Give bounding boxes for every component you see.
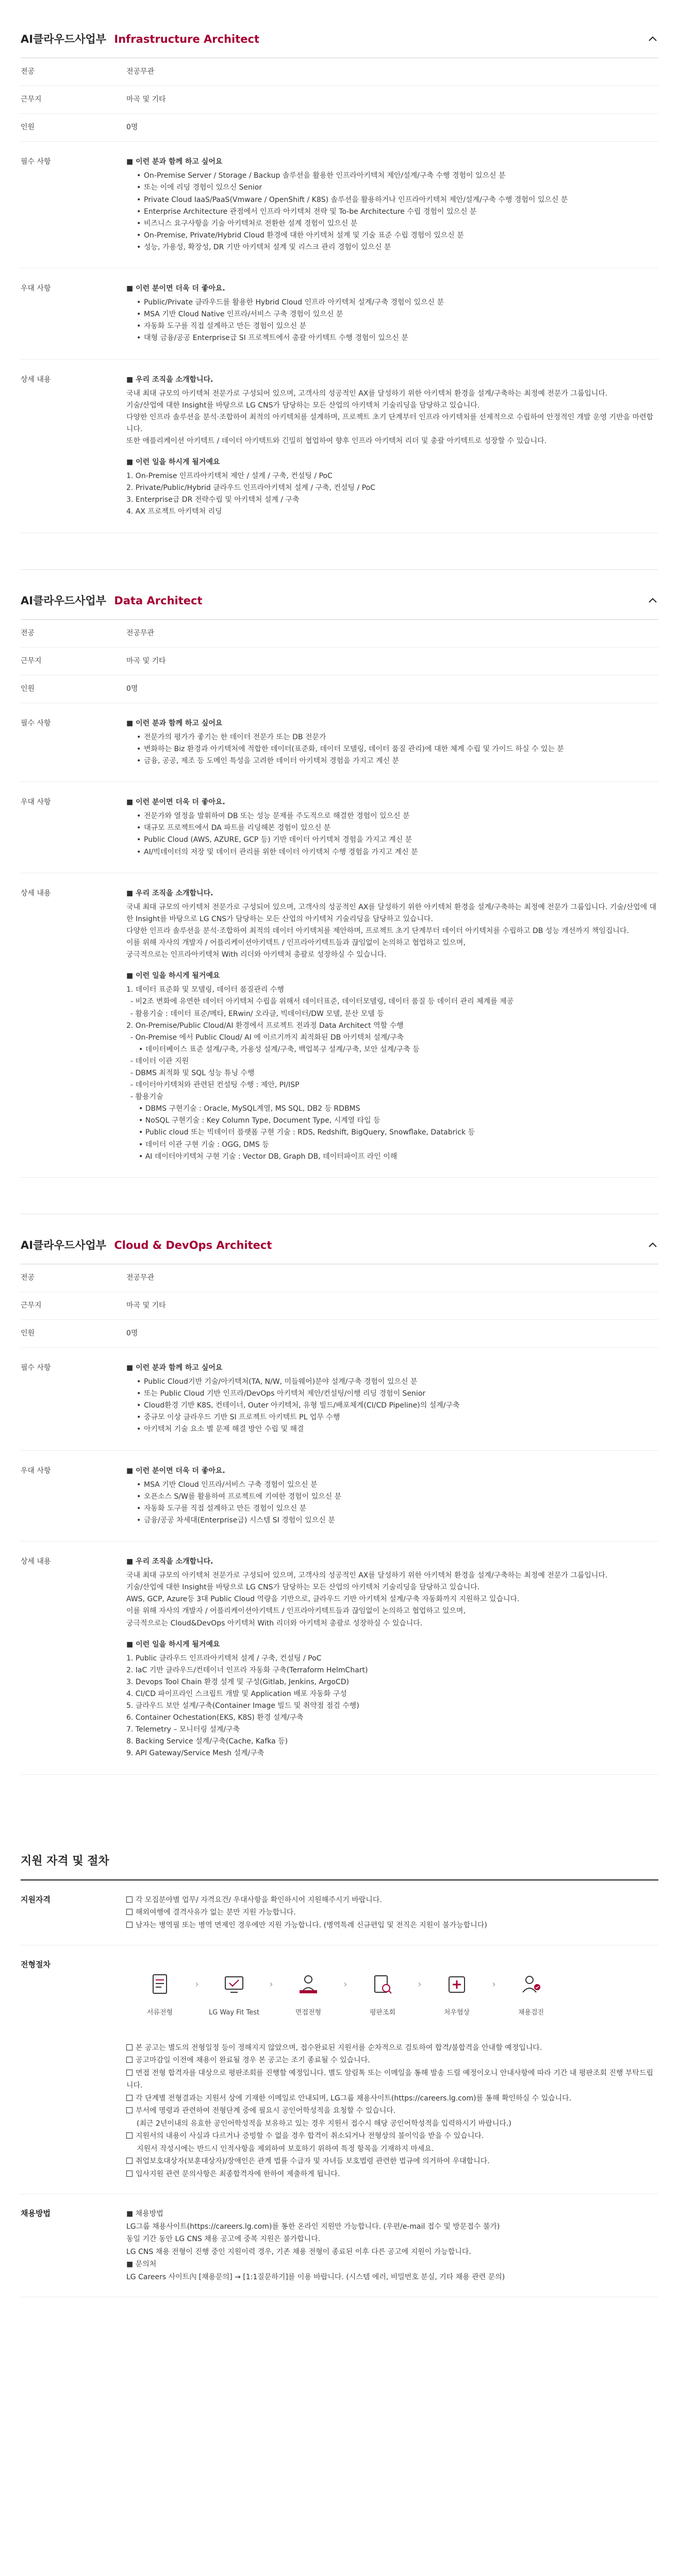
label-category: 전공 <box>21 629 35 637</box>
step-label: 면접전형 <box>295 2009 322 2017</box>
list-item: • 변화하는 Biz 환경과 아키텍처에 적합한 데이터(표준화, 데이터 모델링, 데이터 품질 관리)에 대한 체계 수립 및 가이드 하실 수 있는 분 <box>137 743 658 755</box>
job-dept: AI클라우드사업부 <box>21 33 107 45</box>
process-note: 본 공고는 별도의 전형일정 등이 정해지지 않았으며, 접수완료된 지원서를 순차적으로 검토하여 합격/불합격을 안내할 예정입니다. <box>126 2042 658 2055</box>
label-location: 근무지 <box>21 95 42 104</box>
job-title <box>21 31 259 46</box>
list-item: • MSA 기반 Cloud 인프라/서비스 구축 경험이 있으신 분 <box>137 1479 658 1491</box>
label-location: 근무지 <box>21 656 42 665</box>
list-item: • 대형 금융/공공 Enterprise급 SI 프로젝트에서 총괄 아키텍트 수행 경험이 있으신 분 <box>137 332 658 344</box>
details-text: 기술/산업에 대한 Insight를 바탕으로 LG CNS가 담당하는 모든 산업의 아키텍처 기술리딩을 담당하고 있습니다. <box>126 401 480 410</box>
row-headcount <box>21 675 658 703</box>
list-item: • On-Premise, Private/Hybrid Cloud 환경에 대한 아키텍처 설계 및 기술 표준 수립 경험이 있으신 분 <box>137 230 658 242</box>
label-preferred: 우대 사항 <box>21 1466 51 1475</box>
process-steps <box>126 1969 658 2019</box>
row-required <box>21 142 658 268</box>
details-text: 궁극적으로는 Cloud&DevOps 아키텍처 With 리더와 아키텍처 총괄로 성장하실 수 있습니다. <box>126 1619 423 1628</box>
process-note: 면접 전형 합격자를 대상으로 평판조회를 진행할 예정입니다. 별도 알림톡 또는 이메일을 통해 발송 드릴 예정이오니 안내사항에 따라 기간 내 평판조회 진행 부탁드립니다. <box>126 2069 654 2090</box>
details-heading: ■ 우리 조직을 소개합니다. <box>126 375 213 384</box>
duty-item: 1. 데이터 표준화 및 모델링, 데이터 품질관리 수행 <box>126 986 284 994</box>
label-details: 상세 내용 <box>21 375 51 384</box>
list-item: • 전문가와 열정을 발휘하여 DB 또는 성능 문제를 주도적으로 해결한 경험이 있으신 분 <box>137 810 658 822</box>
label-details: 상세 내용 <box>21 889 51 897</box>
test-icon <box>219 1969 250 2000</box>
row-required <box>21 703 658 782</box>
step-label: 서류전형 <box>146 2009 173 2017</box>
label-details: 상세 내용 <box>21 1557 51 1566</box>
row-location <box>21 1292 658 1320</box>
process-note: 공고마감일 이전에 채용이 완료될 경우 본 공고는 조기 종료될 수 있습니다. <box>126 2054 658 2067</box>
chevron-up-icon[interactable] <box>647 33 658 44</box>
label-preferred: 우대 사항 <box>21 284 51 293</box>
duty-item: 6. Container Ochestation(EKS, K8S) 환경 설계/구축 <box>126 1714 304 1722</box>
hire-icon <box>516 1969 546 2000</box>
row-details <box>21 360 658 533</box>
job-dept: AI클라우드사업부 <box>21 1239 107 1251</box>
value-category: 전공무관 <box>126 1273 155 1282</box>
row-category <box>21 620 658 648</box>
duty-item: 8. Backing Service 설계/구축(Cache, Kafka 등) <box>126 1737 288 1746</box>
job-header[interactable] <box>21 1237 658 1264</box>
checkbox-icon <box>126 1922 133 1928</box>
process-note: 각 단계별 전형결과는 지원서 상에 기재한 이메일로 안내되며, LG그룹 채용사이트(https://careers.lg.com)를 통해 확인하실 수 있습니다. <box>126 2092 658 2105</box>
job-posting <box>21 569 658 1214</box>
process-note: (최근 2년이내의 유효한 공인어학성적을 보유하고 있는 경우 지원서 접수시 해당 공인어학성적을 입력하시기 바랍니다.) <box>137 2119 511 2128</box>
row-headcount <box>21 114 658 142</box>
label-preferred: 우대 사항 <box>21 798 51 807</box>
label-headcount: 인원 <box>21 123 35 132</box>
value-location: 마곡 및 기타 <box>126 1301 166 1310</box>
details-text: AWS, GCP, Azure등 3대 Public Cloud 역량을 기반으로, 클라우드 기반 아키텍처 설계/구축 자동화까지 지원하고 있습니다. <box>126 1595 520 1604</box>
apply-text: LG CNS 채용 전형이 진행 중인 지원이력 경우, 기존 채용 전형이 종료된 이후 다른 공고에 지원이 가능합니다. <box>126 2247 471 2256</box>
duty-item: • NoSQL 구현기술 : Key Column Type, Document Type, 시계열 타입 등 <box>139 1116 380 1125</box>
process-note: 지원서 작성시에는 반드시 인적사항을 제외하여 보호하기 위하여 특정 항목을 기재하지 마세요. <box>137 2144 434 2153</box>
value-headcount: 0명 <box>126 684 138 693</box>
row-apply <box>21 2194 658 2297</box>
duties-heading: ■ 이런 일을 하시게 될거예요 <box>126 972 220 980</box>
chevron-up-icon[interactable] <box>647 1239 658 1250</box>
row-details <box>21 873 658 1178</box>
process-step <box>126 1969 193 2019</box>
checkbox-icon <box>126 2044 133 2050</box>
details-text: 국내 최대 규모의 아키텍처 전문가로 구성되어 있으며, 고객사의 성공적인 AX를 달성하기 위한 아키텍처 환경을 설계/구축하는 최정예 전문가 그룹입니다. <box>126 389 608 398</box>
details-text: 기술/산업에 대한 Insight를 바탕으로 LG CNS가 담당하는 모든 산업의 아키텍처 기술리딩을 담당하고 있습니다. <box>126 1583 480 1592</box>
list-item: • 자동화 도구를 직접 설계하고 만든 경험이 있으신 분 <box>137 1503 658 1515</box>
duty-item: - 데이터아키텍처와 관련된 컨설팅 수행 : 제안, PI/ISP <box>130 1081 300 1090</box>
preferred-heading: ■ 이런 분이면 더욱 더 좋아요. <box>126 798 225 807</box>
apply-heading: ■ 문의처 <box>126 2260 157 2269</box>
label-process: 전형절차 <box>21 1960 51 1970</box>
arrow-icon: › <box>343 1979 347 1990</box>
row-eligibility <box>21 1880 658 1946</box>
apply-text: LG Careers 사이트內 [채용문의] → [1:1질문하기]를 이용 바랍니다. (시스템 에러, 비밀번호 분실, 기타 채용 관련 문의) <box>126 2273 505 2281</box>
chevron-up-icon[interactable] <box>647 595 658 606</box>
checkbox-icon <box>126 1909 133 1915</box>
preferred-list <box>126 1479 658 1527</box>
checkbox-icon <box>126 2107 133 2113</box>
checkbox-icon <box>126 2171 133 2177</box>
process-note: 입사지원 관련 문의사항은 최종합격자에 한하여 제출하게 됩니다. <box>126 2168 658 2181</box>
duty-item: 2. On-Premise/Public Cloud/AI 환경에서 프로젝트 전과정 Data Architect 역할 수행 <box>126 1021 404 1030</box>
arrow-icon: › <box>269 1979 273 1990</box>
job-role: Data Architect <box>114 594 203 607</box>
label-location: 근무지 <box>21 1301 42 1310</box>
row-preferred <box>21 1451 658 1541</box>
label-category: 전공 <box>21 1273 35 1282</box>
preferred-list <box>126 297 658 344</box>
process-step <box>423 1969 490 2019</box>
arrow-icon: › <box>195 1979 199 1990</box>
reference-icon <box>367 1969 398 2000</box>
apply-text: LG그룹 채용사이트(https://careers.lg.com)를 통한 온라인 지원만 가능합니다. (우편/e-mail 접수 및 방문접수 불가) <box>126 2222 500 2231</box>
preferred-heading: ■ 이런 분이면 더욱 더 좋아요. <box>126 284 225 293</box>
value-headcount: 0명 <box>126 123 138 132</box>
details-text: 국내 최대 규모의 아키텍처 전문가로 구성되어 있으며, 고객사의 성공적인 AX를 달성하기 위한 아키텍처 환경을 설계/구축하는 최정예 전문가 그룹입니다. <box>126 1571 608 1580</box>
row-category <box>21 58 658 86</box>
duty-item: 2. Private/Public/Hybrid 클라우드 인프라아키텍처 설계 / 구축, 컨설팅 / PoC <box>126 484 375 493</box>
duty-item: 7. Telemetry – 모니터링 설계/구축 <box>126 1725 240 1734</box>
list-item: • Public Cloud (AWS, AZURE, GCP 등) 기반 데이터 아키텍처 경험을 가지고 계신 분 <box>137 834 658 846</box>
list-item: • 자동화 도구를 직접 설계하고 만든 경험이 있으신 분 <box>137 320 658 332</box>
duty-item: 2. IaC 기반 클라우드/컨테이너 인프라 자동화 구축(Terraform HelmChart) <box>126 1666 368 1674</box>
apply-heading: ■ 채용방법 <box>126 2210 163 2218</box>
details-text: 국내 최대 규모의 아키텍처 전문가로 구성되어 있으며, 고객사의 성공적인 AX를 달성하기 위한 아키텍처 환경을 설계/구축하는 최정예 전문가 그룹입니다. 기술/산업에 대한 Insight를 바탕으로 LG CNS가 담당하는 모든 산업의 아키텍처 기술리딩을 담당하고 있습니다. <box>126 903 657 923</box>
list-item: • 아키텍처 기술 요소 별 문제 해결 방안 수립 및 해결 <box>137 1423 658 1435</box>
eligibility-item: 남자는 병역필 또는 병역 면제인 경우에만 지원 가능합니다. (병역특례 신규편입 및 전직은 지원이 불가능합니다) <box>126 1919 658 1932</box>
required-heading: ■ 이런 분과 함께 하고 싶어요 <box>126 1364 223 1372</box>
checkbox-icon <box>126 2132 133 2139</box>
list-item: • 금융, 공공, 제조 등 도메인 특성을 고려한 데이터 아키텍처 경험을 가지고 계신 분 <box>137 755 658 767</box>
duty-item: 9. API Gateway/Service Mesh 설계/구축 <box>126 1749 264 1758</box>
list-item-cont: • 또는 Public Cloud 기반 인프라/DevOps 아키텍처 제안/컨설팅/이행 리딩 경험이 Senior <box>137 1388 658 1400</box>
duty-item: - On-Premise 에서 Public Cloud/ AI 에 이르기까지 최적화된 DB 아키텍처 설계/구축 <box>130 1033 404 1042</box>
duty-item: - 활용기술 <box>130 1093 163 1101</box>
duty-item: 3. Enterprise급 DR 전략수립 및 아키텍처 설계 / 구축 <box>126 496 300 504</box>
list-item: • 중규모 이상 클라우드 기반 SI 프로젝트 아키텍트 PL 업무 수행 <box>137 1412 658 1423</box>
duty-item: 4. AX 프로젝트 아키텍처 리딩 <box>126 507 222 516</box>
checkbox-icon <box>126 2095 133 2101</box>
list-item: • Public Cloud기반 기술/아키텍처(TA, N/W, 미들웨어)분야 설계/구축 경험이 있으신 분 <box>137 1376 658 1388</box>
list-item: • MSA 기반 Cloud Native 인프라/서비스 구축 경험이 있으신 분 <box>137 309 658 320</box>
duty-item: 5. 클라우드 보안 설계/구축(Container Image 빌드 및 취약점 점검 수행) <box>126 1702 359 1710</box>
duty-item: - DBMS 최적화 및 SQL 성능 튜닝 수행 <box>130 1069 255 1077</box>
checkbox-icon <box>126 2158 133 2164</box>
list-item: • Enterprise Architecture 관점에서 인프라 아키텍처 전략 및 To-be Architecture 수립 경험이 있으신 분 <box>137 206 658 218</box>
duty-item: 4. CI/CD 파이프라인 스크립트 개발 및 Application 배포 자동화 구성 <box>126 1689 347 1698</box>
duty-item: - 비2조 변화에 유연한 데이터 아키텍처 수립을 위해서 데이터표준, 데이터모델링, 데이터 품질 등 데이터 관리 체계를 제공 <box>130 997 514 1006</box>
job-header[interactable] <box>21 592 658 620</box>
apply-text: 동일 기간 동안 LG CNS 채용 공고에 중복 지원은 불가합니다. <box>126 2235 321 2244</box>
details-text: 궁극적으로는 인프라아키텍처 With 리더와 아키텍처 총괄로 성장하실 수 있습니다. <box>126 951 387 959</box>
qualification-section <box>21 1811 658 2360</box>
details-text: 이를 위해 자사의 개발자 / 어플리케이션아키텍트 / 인프라아키텍트들과 끊임없이 논의하고 협업하고 있으며, <box>126 939 466 947</box>
duties-heading: ■ 이런 일을 하시게 될거예요 <box>126 458 220 467</box>
details-heading: ■ 우리 조직을 소개합니다. <box>126 1557 213 1566</box>
label-eligibility: 지원자격 <box>21 1894 51 1904</box>
value-location: 마곡 및 기타 <box>126 95 166 104</box>
value-category: 전공무관 <box>126 629 155 637</box>
list-item: • Cloud환경 기반 K8S, 컨테이너, Outer 아키텍처, 유형 빌드/배포체계(CI/CD Pipeline)의 설계/구축 <box>137 1400 658 1412</box>
eligibility-item: 각 모집분야별 업무/ 자격요건/ 우대사항을 확인하시어 지원해주시기 바랍니다. <box>126 1894 658 1907</box>
label-required: 필수 사항 <box>21 158 51 166</box>
duty-item: 1. On-Premise 인프라아키텍처 제안 / 설계 / 구축, 컨설팅 / PoC <box>126 472 333 481</box>
value-headcount: 0명 <box>126 1329 138 1337</box>
row-category <box>21 1264 658 1292</box>
list-item: • Public/Private 클라우드를 활용한 Hybrid Cloud 인프라 아키텍처 설계/구축 경험이 있으신 분 <box>137 297 658 309</box>
preferred-list <box>126 810 658 858</box>
list-item: • 금융/공공 차세대(Enterprise급) 시스템 SI 경험이 있으신 분 <box>137 1515 658 1527</box>
job-posting <box>21 0 658 569</box>
required-list <box>126 1376 658 1435</box>
row-preferred <box>21 782 658 873</box>
label-headcount: 인원 <box>21 1329 35 1337</box>
process-step <box>349 1969 416 2019</box>
duty-item: - 활용기술 : 데이터 표준/메타, ERwin/ 오라클, 빅데이터/DW 모델, 분산 모델 등 <box>130 1009 384 1018</box>
process-step <box>275 1969 342 2019</box>
list-item: • 비즈니스 요구사항을 기술 아키텍처로 전환한 설계 경험이 있으신 분 <box>137 218 658 230</box>
job-dept: AI클라우드사업부 <box>21 594 107 607</box>
duty-item: 3. Devops Tool Chain 환경 설계 및 구성(Gitlab, Jenkins, ArgoCD) <box>126 1677 349 1686</box>
process-note: 취업보호대상자(보훈대상자)/장애인은 관계 법률 수급자 및 자녀들 보호법령 관련한 법규에 의거하여 우대합니다. <box>126 2155 658 2168</box>
list-item: • 오픈소스 S/W를 활용하여 프로젝트에 기여한 경험이 있으신 분 <box>137 1491 658 1503</box>
interview-icon <box>293 1969 324 2000</box>
duty-item: 1. Public 클라우드 인프라아키텍처 설계 / 구축, 컨설팅 / PoC <box>126 1654 322 1663</box>
row-location <box>21 86 658 114</box>
label-required: 필수 사항 <box>21 1364 51 1372</box>
label-apply: 채용방법 <box>21 2209 51 2218</box>
list-item-cont: • 또는 이에 리딩 경험이 있으신 Senior <box>137 182 658 194</box>
preferred-heading: ■ 이런 분이면 더욱 더 좋아요. <box>126 1466 225 1475</box>
list-item: • 전문가의 평가가 좋기는 한 데이터 전문가 또는 DB 전문가 <box>137 732 658 743</box>
row-details <box>21 1541 658 1775</box>
label-required: 필수 사항 <box>21 719 51 727</box>
job-posting <box>21 1214 658 1811</box>
row-location <box>21 648 658 675</box>
list-item: • 대규모 프로젝트에서 DA 파트를 리딩해본 경험이 있으신 분 <box>137 822 658 834</box>
duty-item: - 데이터 이관 지원 <box>130 1057 189 1065</box>
arrow-icon: › <box>492 1979 496 1990</box>
required-list <box>126 732 658 767</box>
process-step <box>498 1969 565 2019</box>
value-category: 전공무관 <box>126 67 155 76</box>
qualification-title: 지원 자격 및 절차 <box>21 1852 658 1880</box>
duty-item: • 데이터베이스 표준 설계/구축, 가용성 설계/구축, 백업복구 설계/구축, 보안 설계/구축 등 <box>139 1045 420 1054</box>
label-headcount: 인원 <box>21 684 35 693</box>
eligibility-item: 해외여행에 결격사유가 없는 분만 지원 가능합니다. <box>126 1906 658 1919</box>
list-item: • Private Cloud IaaS/PaaS(Vmware / OpenShift / K8S) 솔루션을 활용하거나 인프라아키텍처 제안/설계/구축 수행 경험이 있으신 분 <box>137 194 658 206</box>
label-category: 전공 <box>21 67 35 76</box>
details-text: 이를 위해 자사의 개발자 / 어플리케이션아키텍트 / 인프라아키텍트들과 끊임없이 논의하고 협업하고 있으며, <box>126 1607 466 1616</box>
step-label: LG Way Fit Test <box>208 2009 260 2017</box>
job-role: Cloud & DevOps Architect <box>114 1239 272 1251</box>
job-title <box>21 592 203 608</box>
health-icon <box>441 1969 472 2000</box>
required-heading: ■ 이런 분과 함께 하고 싶어요 <box>126 719 223 727</box>
list-item: • AI/빅데이터의 저장 및 데이터 관리를 위한 데이터 아키텍처 수행 경험을 가지고 계신 분 <box>137 846 658 858</box>
step-label: 채용검진 <box>518 2009 544 2017</box>
duty-item: • DBMS 구현기술 : Oracle, MySQL계열, MS SQL, DB2 등 RDBMS <box>139 1105 360 1113</box>
details-text: 다양한 인프라 솔루션을 분석·조합하여 최적의 아키텍처를 설계하며, 프로젝트 초기 단계부터 인프라 아키텍처를 선제적으로 수립하여 안정적인 개발 운영 기반을 마련합니다. <box>126 413 654 433</box>
details-text: 또한 애플리케이션 아키텍트 / 데이터 아키텍트와 긴밀히 협업하여 향후 인프라 아키텍처 리더 및 총괄 아키텍트로 성장할 수 있습니다. <box>126 436 547 445</box>
duties-heading: ■ 이런 일을 하시게 될거예요 <box>126 1640 220 1649</box>
process-note: 지원서의 내용이 사실과 다르거나 증빙할 수 없을 경우 합격이 취소되거나 전형상의 불이익을 받을 수 있습니다. <box>126 2130 658 2143</box>
job-header[interactable] <box>21 31 658 58</box>
document-icon <box>144 1969 175 2000</box>
row-required <box>21 1348 658 1451</box>
job-role: Infrastructure Architect <box>114 33 259 45</box>
arrow-icon: › <box>418 1979 422 1990</box>
value-location: 마곡 및 기타 <box>126 656 166 665</box>
job-title <box>21 1237 272 1252</box>
duty-item: • AI 데이터아키텍처 구현 기술 : Vector DB, Graph DB, 데이터파이프 라인 이해 <box>139 1152 398 1161</box>
process-step <box>201 1969 268 2019</box>
required-list <box>126 170 658 253</box>
row-process <box>21 1945 658 2194</box>
step-label: 처우협상 <box>443 2009 470 2017</box>
checkbox-icon <box>126 2070 133 2076</box>
checkbox-icon <box>126 2057 133 2063</box>
duty-item: • 데이터 이관 구현 기술 : OGG, DMS 등 <box>139 1140 269 1149</box>
step-label: 평판조회 <box>369 2009 396 2017</box>
list-item: • 성능, 가용성, 확장성, DR 기반 아키텍처 설계 및 리스크 관리 경험이 있으신 분 <box>137 242 658 253</box>
checkbox-icon <box>126 1896 133 1903</box>
row-headcount <box>21 1320 658 1348</box>
row-preferred <box>21 268 658 359</box>
required-heading: ■ 이런 분과 함께 하고 싶어요 <box>126 158 223 166</box>
details-heading: ■ 우리 조직을 소개합니다. <box>126 889 213 897</box>
process-note: 부서에 명령과 관련하여 전형단계 중에 필요시 공인어학성적을 요청할 수 있습니다. <box>126 2105 658 2117</box>
details-text: 다양한 인프라 솔루션을 분석·조합하여 최적의 데이터 아키텍처를 제안하며, 프로젝트 초기 단계부터 데이터 아키텍처를 수립하고 DB 성능 개선까지 책임집니다. <box>126 926 629 935</box>
list-item: • On-Premise Server / Storage / Backup 솔루션을 활용한 인프라아키텍처 제안/설계/구축 수행 경험이 있으신 분 <box>137 170 658 182</box>
duty-item: • Public cloud 또는 빅데이터 플랫폼 구현 기술 : RDS, Redshift, BigQuery, Snowflake, Databrick 등 <box>139 1128 475 1137</box>
